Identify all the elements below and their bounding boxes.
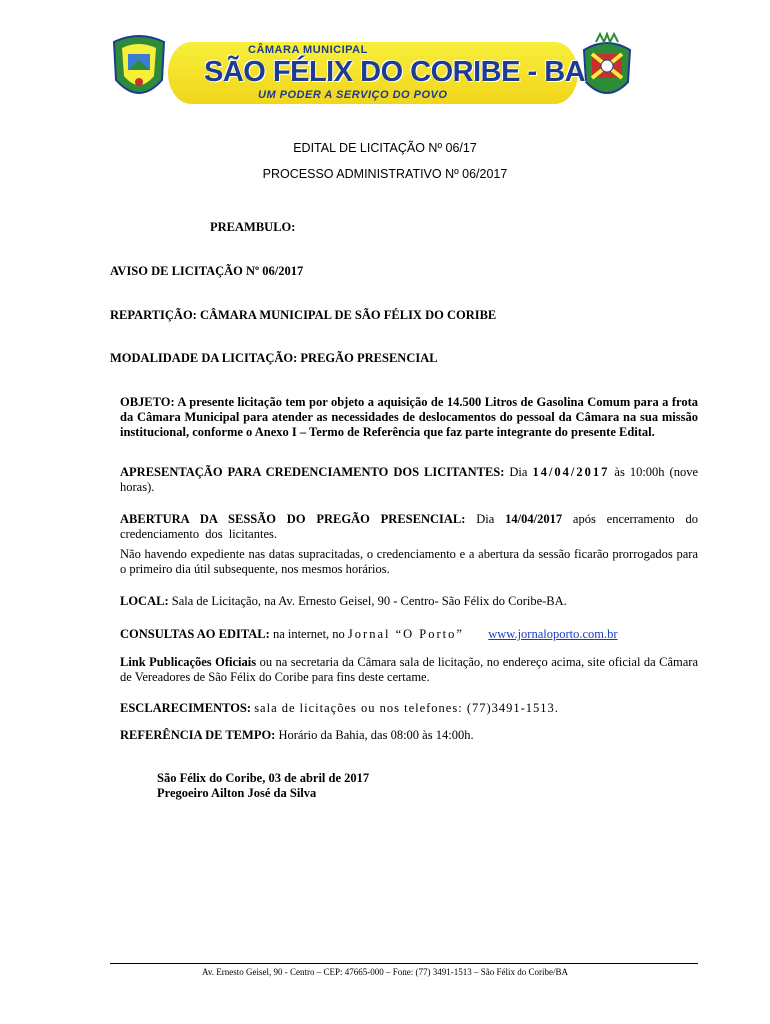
banner-slogan: UM PODER A SERVIÇO DO POVO: [258, 89, 448, 101]
link-label: Link Publicações Oficiais: [120, 655, 257, 669]
apresentacao-rest: às 10:00h (nove horas).: [120, 465, 698, 494]
referencia-paragraph: [120, 728, 698, 743]
apresentacao-paragraph: [120, 465, 698, 495]
apresentacao-dia: Dia: [509, 465, 528, 479]
consultas-paragraph: [120, 627, 698, 642]
preambulo-heading: PREAMBULO:: [210, 220, 296, 234]
flag-crest-icon: [576, 32, 638, 106]
consultas-jornal: Jornal “O Porto”: [347, 627, 464, 641]
nao-havendo-paragraph: Não havendo expediente nas datas supracitadas, o credenciamento e a abertura da sessão ficarão prorrogados para o primeiro dia útil subsequente, nos mesmos horários.: [120, 547, 698, 576]
municipal-crest-icon: [108, 32, 170, 106]
banner-top-line: CÂMARA MUNICIPAL: [248, 44, 368, 56]
aviso-line: AVISO DE LICITAÇÃO Nº 06/2017: [110, 264, 304, 278]
esclarecimentos-text: sala de licitações ou nos telefones: (77)3491-1513.: [254, 701, 559, 715]
link-text: ou na secretaria da Câmara sala de licitação, no endereço acima, site oficial da Câmara de Vereadores de São Félix do Coribe para fins deste certame.: [120, 655, 698, 684]
objeto-paragraph: OBJETO: A presente licitação tem por objeto a aquisição de 14.500 Litros de Gasolina Comum para a frota da Câmara Municipal para atender as necessidades de deslocamentos do pessoal da Câmara na sua missão institucional, conforme o Anexo I – Termo de Referência que faz parte integrante do presente Edital.: [120, 395, 698, 439]
link-paragraph: [120, 655, 698, 685]
edital-title: EDITAL DE LICITAÇÃO Nº 06/17: [293, 141, 477, 155]
esclarecimentos-label: ESCLARECIMENTOS:: [120, 701, 252, 715]
footer-divider: [110, 963, 698, 964]
footer-address: Av. Ernesto Geisel, 90 - Centro – CEP: 47665-000 – Fone: (77) 3491-1513 – São Félix do Coribe/BA: [202, 967, 568, 977]
modalidade-line: MODALIDADE DA LICITAÇÃO: PREGÃO PRESENCIAL: [110, 351, 438, 365]
processo-title: PROCESSO ADMINISTRATIVO Nº 06/2017: [262, 167, 508, 181]
abertura-date: 14/04/2017: [505, 512, 563, 526]
jornal-link[interactable]: www.jornaloporto.com.br: [488, 627, 618, 641]
header-banner: [108, 30, 638, 110]
consultas-text: na internet, no: [272, 627, 345, 641]
reparticao-line: REPARTIÇÃO: CÂMARA MUNICIPAL DE SÃO FÉLIX DO CORIBE: [110, 308, 497, 322]
local-data-line: São Félix do Coribe, 03 de abril de 2017: [157, 771, 370, 785]
abertura-dia: Dia: [476, 512, 495, 526]
apresentacao-label: APRESENTAÇÃO PARA CREDENCIAMENTO DOS LICITANTES:: [120, 465, 505, 479]
referencia-label: REFERÊNCIA DE TEMPO:: [120, 728, 276, 742]
signatario-line: Pregoeiro Ailton José da Silva: [157, 786, 317, 800]
consultas-label: CONSULTAS AO EDITAL:: [120, 627, 270, 641]
local-text: Sala de Licitação, na Av. Ernesto Geisel, 90 - Centro- São Félix do Coribe-BA.: [171, 594, 567, 608]
referencia-text: Horário da Bahia, das 08:00 às 14:00h.: [278, 728, 474, 742]
abertura-paragraph: [120, 512, 698, 542]
local-paragraph: [120, 594, 698, 609]
esclarecimentos-paragraph: [120, 701, 698, 716]
apresentacao-date: 14/04/2017: [532, 465, 610, 479]
abertura-label: ABERTURA DA SESSÃO DO PREGÃO PRESENCIAL:: [120, 512, 466, 526]
abertura-rest: após encerramento do credenciamento dos licitantes.: [120, 512, 698, 541]
local-label: LOCAL:: [120, 594, 169, 608]
banner-main-title: SÃO FÉLIX DO CORIBE - BA: [204, 56, 586, 88]
